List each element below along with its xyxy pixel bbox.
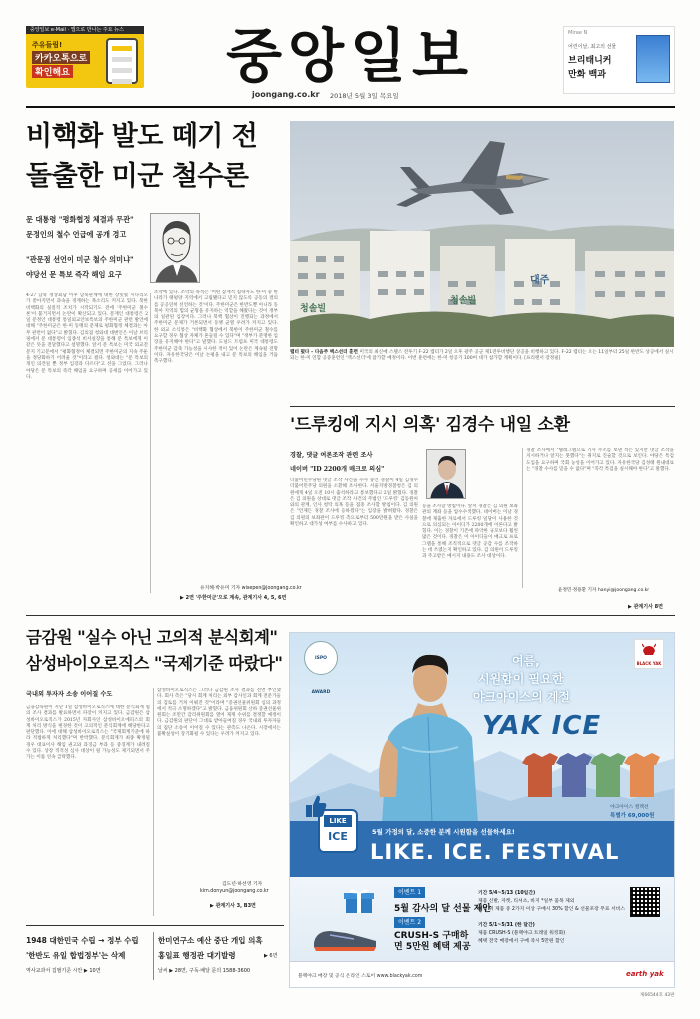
samsung-byline: 김도년·하선영 기자 [222, 882, 263, 887]
druking-body-mid: 등을 조사할 방침이다. 앞서 경찰은 김 의원 보좌관의 계좌 등을 압수수색했다. 네이버는 이날 경찰에 제출한 자료에서 드루킹 일당이 사용한 것으로 의심되는 아이디가 2200개에 이른다고 밝혔다. 이는 경찰이 기존에 파악한 규모보다 훨씬 많은 것이다. 경찰은 이 아이디들이 매크로 프로그램을 통해 조직적으로 댓글 공감 수를 조작하는 데 쓰였는지 확인하고 있다. 김 의원이 드루킹과 주고받은 메시지 내용도 조사 대상이다. [422, 504, 518, 560]
building-sign-1: 청솔빌 [300, 304, 327, 314]
newspaper-title: 중앙일보 [225, 22, 475, 90]
promo-ribbon: 중앙일보 e-Mail · 앱으로 만나는 주요 뉴스 [26, 26, 144, 34]
festival-title: LIKE. ICE. FESTIVAL [370, 840, 620, 864]
yak-icon [642, 643, 656, 657]
left-promo-banner[interactable] [26, 26, 144, 88]
book-cover-icon [636, 35, 670, 83]
issue-code: 제66544호 43판 [640, 993, 675, 998]
crush-s-shoe-image [310, 925, 380, 951]
event-2-period: 기간 5/1~5/31 (한 달간) [478, 923, 535, 928]
ad-tagline-line-1: 여름, [512, 654, 540, 668]
promo-line-3: 확인해요 [32, 65, 73, 78]
photo-caption [290, 350, 674, 362]
thumbs-up-icon [302, 793, 328, 819]
promo-line-2: 카카오톡으로 [32, 51, 90, 64]
right-promo-banner[interactable] [563, 26, 675, 94]
lead-body-right-top [204, 213, 278, 285]
lead-subhead-1-line-1: 문 대통령 "평화협정 체결과 무관" [26, 215, 134, 224]
brief-1-title-line-2[interactable]: '한반도 유일 합법정부'는 삭제 [26, 951, 126, 960]
event-1-period: 기간 5/4~5/13 (10일간) [478, 891, 536, 896]
event-1-benefit: 혜택 위 제품 중 2가지 이상 구매시 30% 할인 & 선물포장 무료 서비스 [478, 907, 625, 912]
lead-headline-line-1[interactable]: 비핵화 발도 떼기 전 [26, 121, 258, 152]
column-divider [153, 932, 154, 980]
tshirt-lineup-image [522, 751, 662, 801]
yak-ice-logo: YAK ICE [482, 711, 602, 741]
section-rule [290, 406, 675, 407]
lead-body-left: 4·27 남북 정상회담 이후 남북관계에 대한 장밋빛 시나리오가 쏟아지면서 과속을 경계하는 목소리도 커지고 있다. 북한 비핵화의 실질적 조치가 시작되기도 전에 '주한미군 철수론'이 불거지면서 논란이 확산되고 있다. 문재인 대통령은 2일 문정인 대통령 통일외교안보특보의 주한미군 관련 발언에 대해 "주한미군은 한·미 동맹의 문제로 평화협정 체결과는 아무 관련이 없다"고 밝혔다. 김의겸 청와대 대변인은 이날 브리핑에서 문 대통령이 임종석 비서실장을 통해 문 특보에게 이같은 뜻을 전달했다고 설명했다. 앞서 문 특보는 미국 외교전문지 기고문에서 "평화협정이 체결되면 주한미군의 지속 주둔을 정당화하기 어려울 것"이라고 썼다. 청와대는 "문 특보의 개인 의견일 뿐 정부 입장과 다르다"고 선을 그었다. 그러나 야당은 문 특보의 즉각 해임을 요구하며 공세를 이어가고 있다. [26, 293, 148, 380]
lead-subhead-2-line-2: 야당선 문 특보 즉각 해임 요구 [26, 270, 122, 279]
ad-tagline-line-3: 야크아이스의 계절 [473, 690, 570, 704]
lead-subhead-1-line-2: 문정인의 철수 언급에 공개 경고 [26, 230, 127, 239]
event-1-badge: 이벤트 1 [394, 887, 425, 898]
festival-subline: 5월 가정의 달, 소중한 분께 시원함을 선물하세요! [372, 828, 515, 836]
samsung-body-right: 삼성바이오로직스는 그러나 금감원 조사 결과를 전면 부인했다. 회사 측은 "당시 회계 처리는 외부 감사인과 회계 전문가들의 검토를 거쳐 이뤄진 것"이라며 "증권선물위원회 심의 과정에서 적극 소명하겠다"고 밝혔다. 금융위원회 산하 증권선물위원회는 조만간 감리위원회를 열어 제재 수위를 결정할 예정이다. 금감원의 판단이 그대로 받아들여질 경우 국내외 투자자들의 집단 소송이 이어질 수 있다는 관측도 나온다. 시장에서는 불확실성이 장기화될 수 있다는 우려가 커지고 있다. [157, 688, 281, 738]
event-1-title: 5월 감사의 달 선물 제안 [394, 904, 492, 914]
event-2-items: 제품 CRUSH-S (블랙야크 트레일 워킹화) [478, 931, 566, 936]
druking-body-left: 더불어민주당원 댓글 조작 사건을 수사 중인 경찰이 4일 김경수 더불어민주당 의원을 소환해 조사한다. 서울지방경찰청은 김 의원에게 4일 오전 10시 출석하라고 통보했다고 2일 밝혔다. 경찰은 김 의원을 상대로 댓글 조작 사건의 주범인 '드루킹' 김동원씨와의 관계, 인사 청탁 의혹 등을 집중 조사할 방침이다. 김 의원은 "언제든 경찰 조사에 응하겠다"는 입장을 밝혀왔다. 경찰은 김 의원의 보좌관이 드루킹 측으로부터 500만원을 받은 사실을 확인하고 대가성 여부를 수사하고 있다. [290, 478, 418, 528]
website-domain[interactable]: joongang.co.kr [252, 90, 320, 99]
building-sign-2: 청솔빌 [450, 296, 477, 306]
brief-2-title-line-2[interactable]: 홍일표 행정관 대기발령 [158, 951, 236, 960]
ad-tagline-line-2: 시원함이 필요한 [478, 672, 564, 686]
brief-1-meta[interactable]: 역사교과서 집필기준 시안 ▶ 10면 [26, 968, 101, 974]
column-divider [150, 293, 151, 593]
qr-code[interactable] [630, 887, 660, 917]
earth-yak-logo: earth yak [626, 970, 664, 978]
ispo-award-badge: ISPO AWARD [304, 641, 338, 675]
samsung-body-left: 금융감독원이 지난 1일 삼성바이오로직스에 대한 분식회계 혐의 조사 결과를 발표하면서 파장이 커지고 있다. 금감원은 삼성바이오로직스가 2015년 자회사인 삼성바이오에피스의 회계 처리 방식을 변경한 것이 고의적인 분식회계에 해당한다고 판단했다. 이에 대해 삼성바이오로직스는 "국제회계기준에 따라 적법하게 처리했다"며 반박했다. 분식회계가 최종 확정될 경우 대표이사 해임 권고와 과징금 부과 등 중징계가 내려질 수 있다. 상장 적격성 심사 대상이 될 가능성도 제기되면서 주가는 이틀 연속 급락했다. [26, 705, 150, 761]
lead-headline-line-2[interactable]: 돌출한 미군 철수론 [26, 161, 249, 192]
ad-footer-bar [290, 961, 675, 988]
like-word: LIKE [324, 815, 352, 827]
price-label: 야크아이스 컬렉션 [610, 805, 649, 810]
building-sign-3: 대주 [530, 275, 550, 286]
section-rule [26, 615, 675, 616]
lead-related-link[interactable]: ▶ 2면 '주한미군'으로 계속, 관계기사 4, 5, 6면 [180, 595, 287, 601]
promo-line-1: 주유들림! [32, 41, 63, 49]
brief-1-title-line-1[interactable]: 1948 대한민국 수립 → 정부 수립 [26, 936, 139, 945]
druking-subhead-2: 네이버 "ID 2200개 매크로 의심" [290, 466, 385, 473]
samsung-headline-line-2[interactable]: 삼성바이오로직스 "국제기준 따랐다" [26, 654, 283, 673]
column-divider [522, 448, 523, 588]
samsung-email: kim.donyun@joongang.co.kr [200, 889, 269, 894]
event-2-badge: 이벤트 2 [394, 917, 425, 928]
section-rule [26, 925, 284, 926]
samsung-headline-line-1[interactable]: 금감원 "실수 아닌 고의적 분식회계" [26, 628, 278, 647]
lead-body-right: 조약에 있다. 조약의 목적은 '어떤 잠재적 침략자도 한·미 중 한 나라가 태평양 지역에서 고립됐다고 믿지 않도록 공동의 결의를 공공연히 선언하는 것'이다. 주한미군은 한반도뿐 아니라 동북아 지역의 힘의 균형을 유지하는 역할을 해왔다는 것이 정부의 일관된 입장이다. 그러나 북핵 협상이 진행되는 과정에서 주한미군 문제가 거론되면서 동맹 균열 우려가 커지고 있다. 한 외교 소식통은 "비핵화 협상에서 북한이 주한미군 철수를 요구할 경우 협상 자체가 흔들릴 수 있다"며 "정부가 분명한 입장을 유지해야 한다"고 말했다. 도널드 트럼프 미국 대통령도 주한미군 감축 가능성을 시사한 적이 있어 논란은 계속될 전망이다. 자유한국당은 이날 논평을 내고 문 특보의 해임을 거듭 촉구했다. [154, 290, 278, 365]
gift-box-icon [344, 887, 374, 915]
black-yak-logo: BLACK YAK [634, 639, 664, 669]
event-2-title: CRUSH-S 구매하면 5만원 혜택 제공 [394, 931, 471, 952]
promo-right-line-1: 어린이날, 최고의 선물 [568, 44, 617, 50]
samsung-related-link[interactable]: ▶ 관계기사 3, B3면 [210, 903, 256, 909]
masthead-rule [26, 106, 675, 108]
ad-footer-text[interactable]: 블랙야크 매장 및 공식 온라인 스토어 www.blackyak.com [298, 974, 423, 979]
lead-subhead-2-line-1: "관문점 선언이 미군 철수 의미냐" [26, 255, 134, 264]
druking-subhead-1: 경찰, 댓글 여론조작 관련 조사 [290, 452, 373, 459]
photo-caption-body: 미국의 최신예 스텔스 전투기 F-22 랩터가 2일 오후 광주 공군 제1전투비행단 상공을 비행하고 있다. F-22 랩터는 오는 11일부터 25일 한반도 상공에서 실시되는 한·미 연합 공중훈련인 '맥스선더'에 참가할 예정이다. 이번 훈련에는 한·미 항공기 100여 대가 참가할 계획이다. [프리랜서 장정필] [290, 350, 674, 362]
promo-right-line-2: 브리태니커 [568, 56, 612, 66]
ice-word: ICE [328, 830, 348, 843]
phone-icon [106, 38, 138, 84]
event-2-benefit: 혜택 전국 매장에서 구매 즉시 5만원 할인 [478, 939, 565, 944]
lead-byline: 유지혜·박유미 기자 wisepen@joongang.co.kr [200, 586, 302, 591]
samsung-subhead: 국내외 투자자 소송 이어질 수도 [26, 691, 113, 698]
weather-and-subscription[interactable]: 날씨 ▶ 28면, 구독·배달 문의 1588-3600 [158, 968, 251, 974]
issue-date: 2018년 5월 3일 목요일 [330, 92, 399, 100]
druking-byline: 윤정민·정용환 기자 hanyi@joongang.co.kr [558, 588, 650, 593]
event-1-items: 제품 신발, 자켓, 티셔츠, 바지 *일부 품목 제외 [478, 899, 575, 904]
column-divider [153, 688, 154, 916]
brief-2-page-ref[interactable]: ▶ 6면 [264, 953, 278, 959]
kim-kyung-soo-photo [426, 449, 466, 499]
f22-raptor-photo[interactable] [290, 121, 674, 347]
druking-headline[interactable]: '드루킹에 지시 의혹' 김경수 내일 소환 [290, 415, 570, 435]
price-value: 특별가 69,000원 [610, 813, 655, 819]
black-yak-advertisement[interactable] [289, 632, 675, 988]
moon-portrait-illustration [150, 213, 200, 283]
druking-body-right: 경찰 조사에서 "텔레그램으로 기사 주소를 보낸 적은 있지만 댓글 조작을 지시하거나 알지는 못했다"는 취지로 진술할 것으로 보인다. 야당은 특검 도입을 요구하며 국회 농성을 이어가고 있다. 자유한국당 김성태 원내대표는 "경찰 수사를 믿을 수 없다"며 "즉각 특검을 실시해야 한다"고 말했다. [526, 448, 674, 472]
druking-related-link[interactable]: ▶ 관계기사 8면 [628, 604, 663, 610]
brief-2-title-line-1[interactable]: 한미연구소 예산 중단 개입 의혹 [158, 936, 263, 945]
photo-caption-title: 랩터 떴다 – 다음주 맥스선더 훈련 [290, 350, 358, 355]
promo-right-line-3: 만화 백과 [568, 70, 606, 80]
promo-brand: Mirae N [568, 30, 588, 36]
